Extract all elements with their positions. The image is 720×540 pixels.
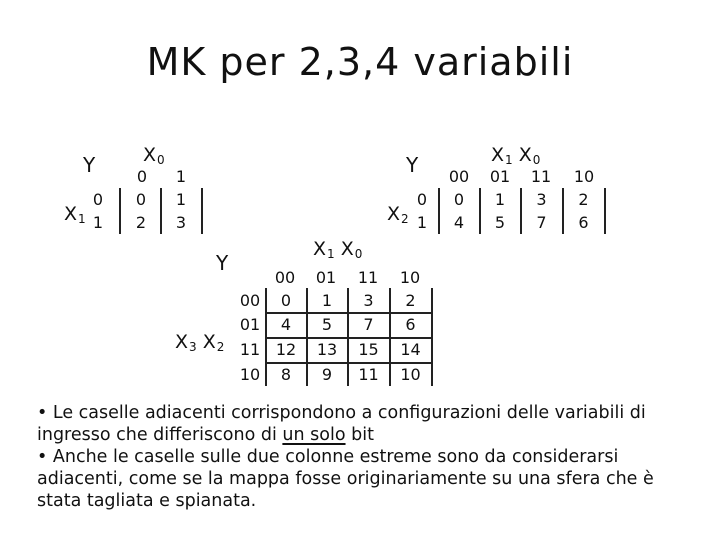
kmap-cell: 1 bbox=[175, 190, 187, 209]
kmap-cell: 9 bbox=[321, 365, 333, 384]
row-header: 1 bbox=[416, 213, 428, 232]
kmap-cell: 11 bbox=[358, 365, 379, 384]
kmap-cell: 2 bbox=[135, 213, 147, 232]
row-header: 01 bbox=[239, 315, 261, 334]
row-header: 1 bbox=[92, 213, 104, 232]
kmap-cell: 0 bbox=[280, 291, 292, 310]
output-label-y: Y bbox=[216, 251, 229, 275]
kmap-cell: 1 bbox=[494, 190, 506, 209]
emphasis-underline: un solo bbox=[282, 425, 346, 445]
kmap-cell: 2 bbox=[405, 291, 416, 310]
kmap-cell: 8 bbox=[280, 365, 292, 384]
kmap-cell: 5 bbox=[321, 315, 333, 334]
column-header: 01 bbox=[315, 268, 337, 287]
kmap-cell: 3 bbox=[363, 291, 374, 310]
row-variable-label: $X_2$ bbox=[387, 203, 409, 226]
note-extreme-columns: • Anche le caselle sulle due colonne estreme sono da considerarsi adiacenti, come se la mappa fosse originariamente su una sfera che è stata tagliata e spianata. bbox=[37, 447, 654, 511]
column-variables-label: $X_1$ $X_0$ bbox=[313, 238, 363, 261]
row-header: 10 bbox=[239, 365, 261, 384]
output-label-y: Y bbox=[83, 153, 96, 177]
page-title: MK per 2,3,4 variabili bbox=[146, 40, 574, 84]
grid-line bbox=[604, 188, 606, 234]
grid-line bbox=[119, 188, 121, 234]
row-variable-label: $X_1$ bbox=[64, 203, 86, 226]
kmap-cell: 7 bbox=[363, 315, 374, 334]
kmap-cell: 13 bbox=[316, 340, 338, 359]
kmap-cell: 4 bbox=[453, 213, 465, 232]
grid-line bbox=[201, 188, 203, 234]
grid-line bbox=[265, 337, 432, 339]
row-header: 0 bbox=[416, 190, 428, 209]
kmap-cell: 14 bbox=[400, 340, 421, 359]
column-variable-label: $X_0$ bbox=[143, 144, 165, 167]
column-header: 00 bbox=[448, 167, 470, 186]
explanation-text bbox=[37, 402, 697, 512]
kmap-cell: 7 bbox=[536, 213, 547, 232]
column-header: 10 bbox=[573, 167, 595, 186]
column-header: 11 bbox=[357, 268, 379, 287]
kmap-cell: 12 bbox=[275, 340, 297, 359]
column-header: 1 bbox=[175, 167, 187, 186]
kmap-cell: 3 bbox=[536, 190, 547, 209]
column-header: 01 bbox=[489, 167, 511, 186]
column-header: 0 bbox=[136, 167, 148, 186]
row-header: 0 bbox=[92, 190, 104, 209]
kmap-cell: 5 bbox=[494, 213, 506, 232]
note-adjacent-cells: • Le caselle adiacenti corrispondono a configurazioni delle variabili di ingresso che differiscono di un solo bit bbox=[37, 403, 646, 445]
kmap-cell: 4 bbox=[280, 315, 292, 334]
kmap-cell: 10 bbox=[400, 365, 421, 384]
kmap-cell: 1 bbox=[321, 291, 333, 310]
column-header: 11 bbox=[530, 167, 552, 186]
kmap-cell: 3 bbox=[175, 213, 187, 232]
output-label-y: Y bbox=[406, 153, 419, 177]
kmap-cell: 2 bbox=[578, 190, 589, 209]
column-header: 00 bbox=[274, 268, 296, 287]
kmap-cell: 0 bbox=[135, 190, 147, 209]
row-variables-label: $X_3$ $X_2$ bbox=[175, 331, 225, 354]
kmap-cell: 15 bbox=[358, 340, 379, 359]
grid-line bbox=[265, 312, 432, 314]
column-variables-label: $X_1$ $X_0$ bbox=[491, 144, 541, 167]
kmap-cell: 6 bbox=[578, 213, 589, 232]
grid-line bbox=[265, 362, 432, 364]
kmap-cell: 6 bbox=[405, 315, 416, 334]
column-header: 10 bbox=[399, 268, 421, 287]
row-header: 11 bbox=[239, 340, 261, 359]
row-header: 00 bbox=[239, 291, 261, 310]
kmap-cell: 0 bbox=[453, 190, 465, 209]
